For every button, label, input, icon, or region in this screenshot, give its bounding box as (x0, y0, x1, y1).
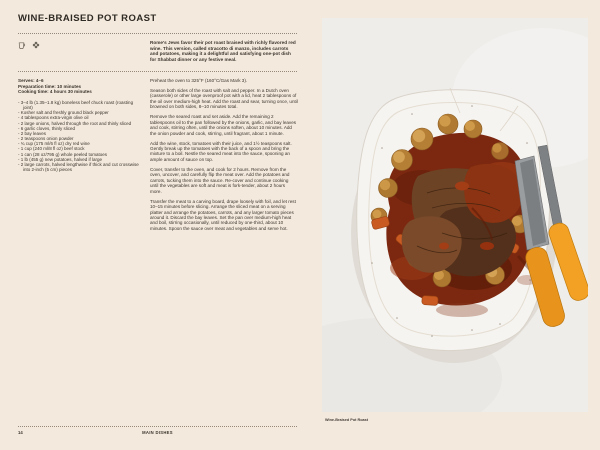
ingredient-item: - 2 bay leaves (18, 131, 144, 136)
method-paragraph: Add the wine, stock, tomatoes with their juice, and 1½ teaspoons salt. Gently break up the tomatoes with the back of a spoon and bring the mixture to a boil. Nestle the seared meat into the sauce, spooning an ample amount of sauce on top. (150, 140, 292, 162)
ingredient-item: - 1 can (28 oz/795 g) whole peeled tomatoes (18, 152, 144, 157)
dotted-divider-footer (18, 426, 297, 427)
photo-caption: Wine-Braised Pot Roast (325, 418, 369, 422)
dotted-divider-top (18, 33, 297, 34)
ingredient-item: - ¾ cup (175 ml/6 fl oz) dry red wine (18, 141, 144, 146)
method-paragraph: Preheat the oven to 325°F (160°C/Gas Mark 3). (150, 78, 248, 83)
recipe-meta (18, 78, 144, 95)
flower-icon (31, 40, 41, 50)
ingredient-item: - 4 tablespoons extra-virgin olive oil (18, 115, 144, 120)
ingredient-list (18, 100, 144, 172)
recipe-intro: Rome's Jews favor their pot roast braised with richly flavored red wine. This version, called stracotto di manzo, includes carrots and potatoes, making it a delightful and satisfying one-pot dish for Shabbat dinner or any festive meal. (150, 40, 296, 62)
method-paragraph: Season both sides of the roast with salt and pepper. In a Dutch oven (casserole) or other large ovenproof pot with a lid, heat 2 tablespoons of the oil over medium-high heat. Add the roast and sear, turning once, until browned on both sides, 8–10 minutes total. (150, 87, 298, 110)
section-label: MAIN DISHES (142, 430, 173, 435)
method-paragraph: Remove the seared roast and set aside. Add the remaining 2 tablespoons oil to the pan followed by the onions, garlic, and bay leaves and cook, stirring often, until the onions soften, about 10 minutes. Add the onion powder and cook, stirring, until fragrant, about 1 minute. (150, 114, 297, 136)
ingredient-item: - 3–4 lb (1.35–1.8 kg) boneless beef chuck roast (roasting joint) (18, 100, 144, 110)
ingredient-item: - 1 cup (240 ml/8 fl oz) beef stock (18, 146, 144, 151)
recipe-meta-line: Preparation time: 10 minutes (18, 83, 82, 89)
ingredient-item: - 2 teaspoons onion powder (18, 136, 144, 141)
recipe-dietary-icons (17, 40, 41, 50)
ingredient-item: - 6 garlic cloves, thinly sliced (18, 126, 144, 131)
dish-photo (322, 18, 588, 412)
dotted-divider-middle (18, 71, 297, 72)
ingredient-item: - 1 lb (455 g) new potatoes, halved if large (18, 157, 144, 162)
method-paragraph: Cover, transfer to the oven, and cook for 2 hours. Remove from the oven, uncover, and carefully flip the meat over. Add the potatoes and carrots, tucking them into the sauce. Re-cover and continue cooking until the vegetables are soft and meat is fork-tender, about 2 hours more. (150, 166, 290, 194)
recipe-title: WINE-BRAISED POT ROAST (18, 13, 157, 24)
method-paragraph: Transfer the meat to a carving board, drape loosely with foil, and let rest 10–15 minutes before slicing. Arrange the sliced meat on a serving platter and arrange the potatoes, carrots, and any larger tomato pieces around it. Discard the bay leaves. Set the pan over medium-high heat and boil, stirring occasionally, until reduced by one-third, about 10 minutes. Spoon the sauce over meat and vegetables and serve hot. (150, 198, 296, 231)
cup-icon (17, 40, 27, 50)
braised-meat (402, 164, 523, 277)
ingredient-item: - Kosher salt and freshly ground black pepper (18, 110, 144, 115)
recipe-meta-line: Cooking time: 4 hours 30 minutes (18, 89, 92, 95)
ingredient-item: - 2 large onions, halved through the root and thinly sliced (18, 121, 144, 126)
page-number: 14 (18, 430, 23, 435)
recipe-meta-line: Serves: 4–6 (18, 78, 44, 83)
method-steps (150, 78, 298, 236)
ingredient-item: - 2 large carrots, halved lengthwise if thick and cut crosswise into 2-inch (5 cm) pieces (18, 162, 144, 172)
pot-roast-photo-illustration (322, 18, 588, 412)
